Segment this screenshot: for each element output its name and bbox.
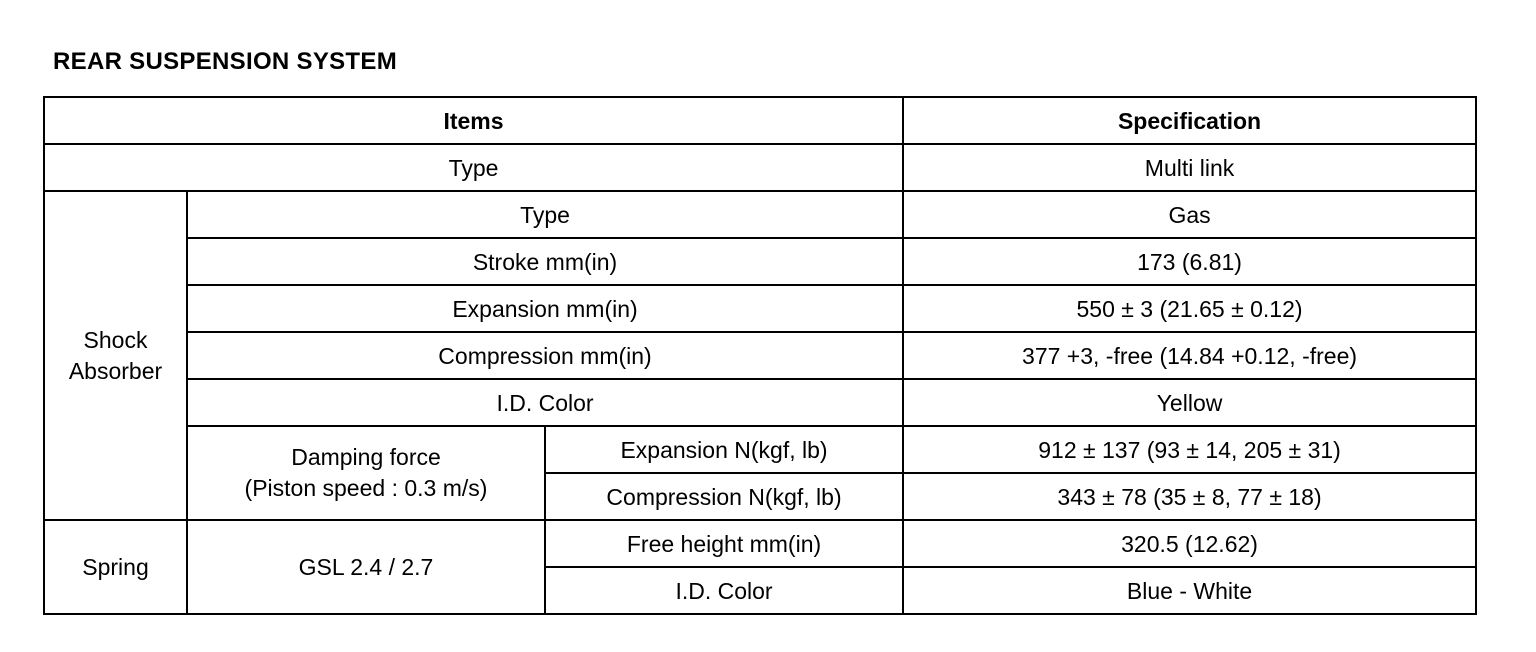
specification-header: Specification [903,97,1476,144]
table-header-row [44,97,1476,144]
damping-force-label-line1: Damping force [291,444,441,470]
rear-suspension-spec-table [43,96,1477,615]
table-row [44,426,1476,473]
page-title: REAR SUSPENSION SYSTEM [53,48,397,75]
damping-force-label-line2: (Piston speed : 0.3 m/s) [244,475,488,501]
spring-group-cell: Spring [44,520,187,614]
table-row [44,191,1476,238]
compression-spec-cell: 377 +3, -free (14.84 +0.12, -free) [903,332,1476,379]
table-row [44,144,1476,191]
table-row [44,332,1476,379]
compression-item-cell: Compression mm(in) [187,332,903,379]
items-header: Items [44,97,903,144]
spring-model-cell: GSL 2.4 / 2.7 [187,520,545,614]
shock-type-item-cell: Type [187,191,903,238]
table-row [44,520,1476,567]
free-height-spec-cell: 320.5 (12.62) [903,520,1476,567]
table-row [44,379,1476,426]
shock-id-color-spec-cell: Yellow [903,379,1476,426]
damping-compression-spec-cell: 343 ± 78 (35 ± 8, 77 ± 18) [903,473,1476,520]
type-spec-cell: Multi link [903,144,1476,191]
damping-force-label-cell [187,426,545,520]
shock-absorber-group-cell [44,191,187,520]
shock-absorber-label-line1: Shock [83,326,148,353]
table-row [44,285,1476,332]
stroke-spec-cell: 173 (6.81) [903,238,1476,285]
table-row [44,238,1476,285]
free-height-item-cell: Free height mm(in) [545,520,903,567]
stroke-item-cell: Stroke mm(in) [187,238,903,285]
type-item-cell: Type [44,144,903,191]
expansion-item-cell: Expansion mm(in) [187,285,903,332]
spring-id-color-spec-cell: Blue - White [903,567,1476,614]
expansion-spec-cell: 550 ± 3 (21.65 ± 0.12) [903,285,1476,332]
shock-absorber-label-line2: Absorber [68,357,163,384]
damping-expansion-spec-cell: 912 ± 137 (93 ± 14, 205 ± 31) [903,426,1476,473]
damping-expansion-item-cell: Expansion N(kgf, lb) [545,426,903,473]
shock-type-spec-cell: Gas [903,191,1476,238]
shock-id-color-item-cell: I.D. Color [187,379,903,426]
spring-id-color-item-cell: I.D. Color [545,567,903,614]
damping-compression-item-cell: Compression N(kgf, lb) [545,473,903,520]
